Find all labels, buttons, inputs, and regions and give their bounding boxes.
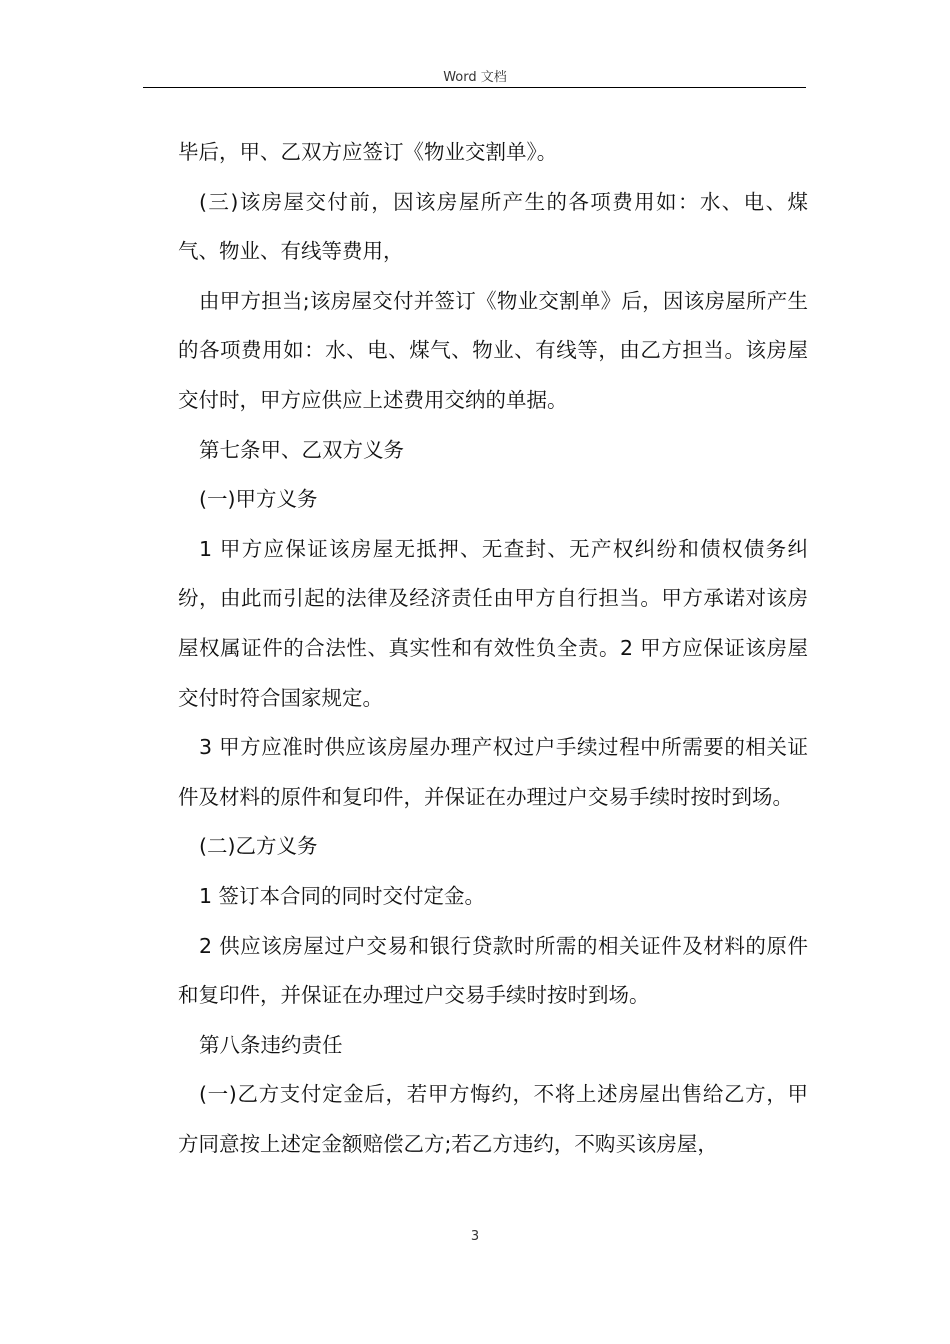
- section-heading-article-7: 第七条甲、乙双方义务: [199, 437, 404, 462]
- paragraph-liability-1: (一)乙方支付定金后，若甲方悔约，不将上述房屋出售给乙方，甲方同意按上述定金额赔偿乙方;若乙方违约，不购买该房屋，: [178, 1082, 808, 1156]
- paragraph-3: 由甲方担当;该房屋交付并签订《物业交割单》后，因该房屋所产生的各项费用如：水、电、煤气、物业、有线等，由乙方担当。该房屋交付时，甲方应供应上述费用交纳的单据。: [178, 288, 808, 412]
- header-divider: [143, 87, 806, 88]
- paragraph-party-a-item-1-2: 1 甲方应保证该房屋无抵押、无查封、无产权纠纷和债权债务纠纷，由此而引起的法律及经济责任由甲方自行担当。甲方承诺对该房屋权属证件的合法性、真实性和有效性负全责。2 甲方应保证该房屋交付时符合国家规定。: [178, 536, 808, 710]
- page-header: Word 文档: [443, 70, 507, 85]
- subheading-party-a-obligations: (一)甲方义务: [199, 487, 318, 512]
- subheading-party-b-obligations: (二)乙方义务: [199, 834, 318, 859]
- paragraph-party-b-item-2: 2 供应该房屋过户交易和银行贷款时所需的相关证件及材料的原件和复印件，并保证在办理过户交易手续时按时到场。: [178, 933, 808, 1008]
- paragraph-1: 毕后，甲、乙双方应签订《物业交割单》。: [178, 140, 558, 164]
- document-body: [178, 128, 808, 1169]
- section-heading-article-8: 第八条违约责任: [199, 1032, 343, 1057]
- paragraph-2: (三)该房屋交付前，因该房屋所产生的各项费用如：水、电、煤气、物业、有线等费用，: [178, 189, 808, 264]
- paragraph-party-b-item-1: 1 签订本合同的同时交付定金。: [199, 883, 486, 908]
- paragraph-party-a-item-3: 3 甲方应准时供应该房屋办理产权过户手续过程中所需要的相关证件及材料的原件和复印件，并保证在办理过户交易手续时按时到场。: [178, 735, 808, 809]
- page-number: 3: [470, 1229, 480, 1244]
